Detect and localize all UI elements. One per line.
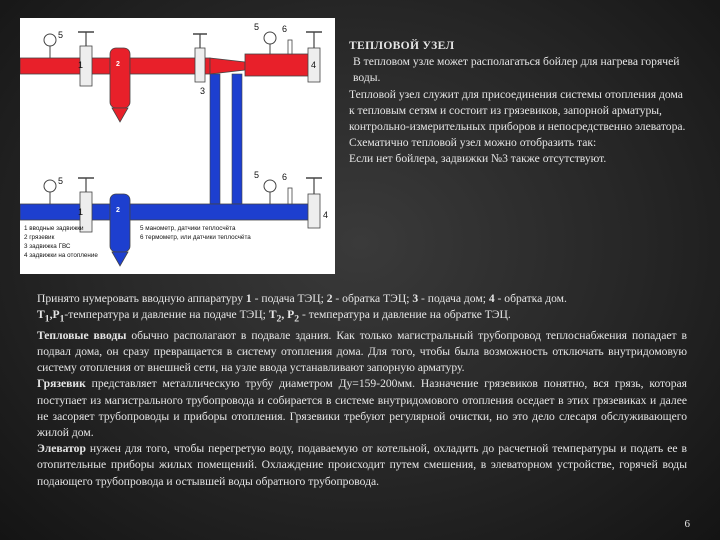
return-gauge <box>44 176 63 204</box>
side-line-2: Тепловой узел служит для присоединения системы отопления дома к тепловым сетям и состоит из грязевиков, запорной арматуры, контрольно-измерительных приборов и непосредственно элеватора. <box>349 87 686 134</box>
house-thermometer <box>282 24 292 54</box>
svg-text:2: 2 <box>116 207 120 214</box>
return-house-gauge <box>254 170 276 204</box>
return-mud-collector <box>110 194 130 252</box>
paragraph-numbering: Принято нумеровать вводную аппаратуру 1 - подача ТЭЦ; 2 - обратка ТЭЦ; 3 - подача дом; 4 - обратка дом. <box>37 292 567 305</box>
return-house-valve <box>306 178 322 228</box>
supply-house-valve <box>306 32 322 82</box>
svg-text:2: 2 <box>116 61 120 68</box>
svg-text:3: 3 <box>200 86 206 96</box>
side-description <box>349 38 689 168</box>
svg-text:4: 4 <box>311 60 317 70</box>
svg-text:5: 5 <box>58 176 64 186</box>
svg-text:5: 5 <box>58 30 64 40</box>
elevator-cone <box>210 58 245 74</box>
mixing-jumper <box>210 74 220 204</box>
svg-text:6: 6 <box>282 24 288 34</box>
svg-text:5: 5 <box>254 22 260 32</box>
supply-gauge <box>44 30 63 58</box>
svg-text:5 манометр, датчики теплосчёта: 5 манометр, датчики теплосчёта <box>140 225 236 232</box>
side-line-1: В тепловом узле может располагаться бойлер для нагрева горячей воды. <box>353 55 680 85</box>
svg-text:6: 6 <box>282 172 288 182</box>
return-pipe-outlet <box>20 204 110 220</box>
side-line-3: Схематично тепловой узел можно отобразить так: <box>349 136 597 150</box>
side-line-4: Если нет бойлера, задвижки №3 также отсутствуют. <box>349 152 607 166</box>
return-jumper <box>232 74 242 204</box>
svg-text:4 задвижки на отопление: 4 задвижки на отопление <box>24 252 98 259</box>
supply-pipe-inlet <box>20 58 110 74</box>
paragraph-heat-inputs: Тепловые вводы обычно располагают в подвале здания. Как только магистральный трубопровод теплоснабжения попадает в подвал дома, он сразу превращается в систему отопления дома. Для того, чтобы была возможность отключать внутридомовую систему отопления от внешней сети, на узле ввода устанавливают запорную арматуру. <box>37 328 687 375</box>
svg-text:1 вводные задвижки: 1 вводные задвижки <box>24 225 84 232</box>
house-gauge <box>254 22 276 54</box>
dhw-valve <box>193 34 207 82</box>
supply-inlet-valve <box>78 32 94 86</box>
supply-mud-collector <box>110 48 130 108</box>
diagram-legend <box>24 225 251 259</box>
supply-pipe-house <box>245 54 313 76</box>
svg-text:1: 1 <box>78 207 84 217</box>
heat-node-diagram <box>20 18 335 274</box>
return-pipe-house <box>130 204 313 220</box>
svg-text:4: 4 <box>323 210 329 220</box>
paragraph-mud-collector: Грязевик представляет металлическую трубу диаметром Ду=159-200мм. Назначение грязевиков понятно, вся грязь, которая поступает из магистрального трубопровода и собирается в системе внутридомового отопления оседает в этих грязевиках и далее не засоряет трубопроводы и приборы отопления. Грязевики требуют регулярной очистки, но это дело слесаря обслуживающего жилой дом. <box>37 377 687 439</box>
return-thermometer <box>282 172 292 204</box>
page-title: ТЕПЛОВОЙ УЗЕЛ <box>349 39 455 52</box>
paragraph-parameters: $Т_1,Р_1$-температура и давление на подаче ТЭЦ; $Т_2$, $Р_2$ - температура и давление на обратке ТЭЦ. <box>37 308 511 325</box>
return-outlet-valve <box>78 178 94 232</box>
svg-text:2 грязевик: 2 грязевик <box>24 234 55 241</box>
page-number: 6 <box>684 518 690 530</box>
body-text <box>37 291 687 490</box>
svg-text:1: 1 <box>78 60 84 70</box>
svg-text:6 термометр, или датчики тепло: 6 термометр, или датчики теплосчёта <box>140 234 251 241</box>
heat-node-schematic <box>20 18 335 274</box>
svg-text:5: 5 <box>254 170 260 180</box>
svg-text:3 задвижка ГВС: 3 задвижка ГВС <box>24 243 71 250</box>
paragraph-elevator: Элеватор нужен для того, чтобы перегретую воду, подаваемую от котельной, охладить до расчетной температуры и подать ее в отопительные приборы жилых помещений. Охлаждение происходит путем смешения, в элеваторном устройстве, горячей воды подающего трубопровода и остывшей воды обратного трубопровода. <box>37 442 687 488</box>
